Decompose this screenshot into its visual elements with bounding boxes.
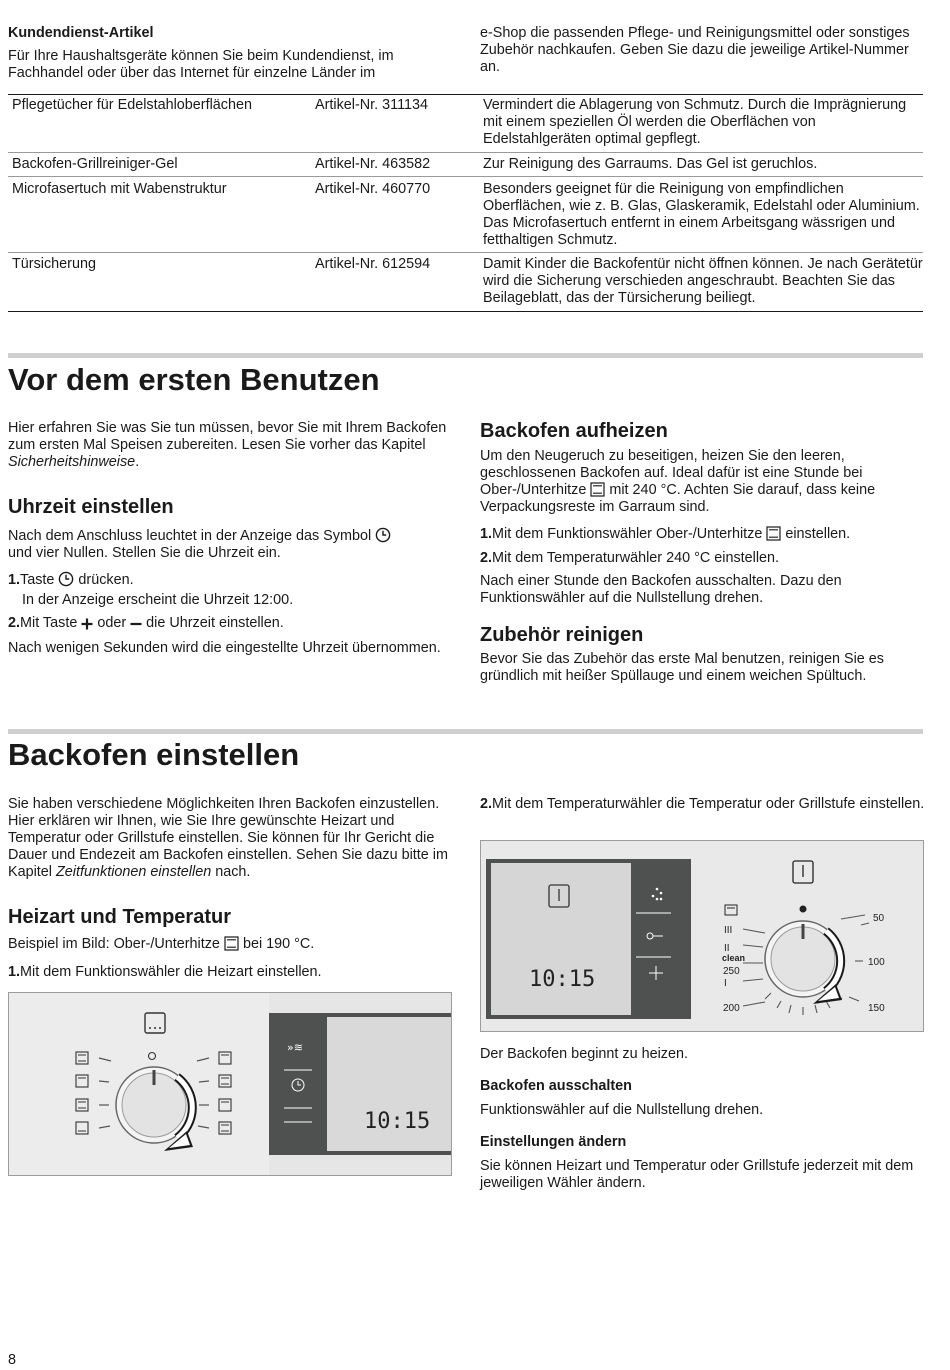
table-row-nr: Artikel-Nr. 311134	[315, 97, 429, 113]
table-row-nr: Artikel-Nr. 463582	[315, 156, 431, 172]
uhrzeit-step-1: 1.Taste drücken.	[8, 572, 134, 588]
table-row-nr: Artikel-Nr. 460770	[315, 181, 431, 197]
ausschalten-title: Backofen ausschalten	[480, 1078, 632, 1094]
vor-dem-ersten-intro: Hier erfahren Sie was Sie tun müssen, bevor Sie mit Ihrem Backofen zum ersten Mal Speisen zubereiten. Lesen Sie vorher das Kapitel Sicherheitshinweise.	[8, 420, 447, 470]
einstellen-intro: Sie haben verschiedene Möglichkeiten Ihren Backofen einzustellen. Hier erklären wir Ihnen, wie Sie Ihre gewünschte Heizart und Temperatur oder Grillstufe einstellen. Sie können für Ihr Gericht die Dauer und Endezeit am Backofen einstellen. Sehen Sie dazu bitte im Kapitel Zeitfunktionen einstellen nach.	[8, 796, 448, 880]
aufheizen-text: Um den Neugeruch zu beseitigen, heizen Sie den leeren, geschlossenen Backofen auf. Ideal dafür ist eine Stunde bei Ober-/Unterhitze mit 240 °C. Achten Sie darauf, dass keine Verpackungsreste im Garraum sind.	[480, 448, 876, 515]
clock-icon	[375, 527, 391, 543]
table-row-desc: Besonders geeignet für die Reinigung von empfindlichen Oberflächen, wie z. B. Glas, Glaskeramik, Edelstahl oder Aluminium. Das Microfasertuch entfernt in einem Arbeitsgang wässrigen und fetthaltigen Schmutz.	[483, 181, 920, 248]
temp-label-150: 150	[868, 1003, 885, 1014]
table-rule-top	[8, 94, 923, 95]
zeitfunktionen-ref: Zeitfunktionen einstellen	[56, 864, 212, 880]
kundendienst-intro-right: e-Shop die passenden Pflege- und Reinigungsmittel oder sonstiges Zubehör nachkaufen. Geben Sie dazu die jeweilige Artikel-Nummer an.	[480, 25, 910, 75]
table-row-name: Microfasertuch mit Wabenstruktur	[12, 181, 227, 197]
table-row-desc: Damit Kinder die Backofentür nicht öffnen können. Je nach Gerätetür wird die Sicherung verschieden angeschraubt. Beachten Sie das Beilageblatt, das der Türsicherung beiliegt.	[483, 256, 923, 306]
uhrzeit-outro: Nach wenigen Sekunden wird die eingestellte Uhrzeit übernommen.	[8, 640, 441, 656]
aendern-text: Sie können Heizart und Temperatur oder Grillstufe jederzeit mit dem jeweiligen Wähler ändern.	[480, 1158, 914, 1191]
table-row-desc: Vermindert die Ablagerung von Schmutz. Durch die Imprägnierung mit einem speziellen Öl werden die Oberflächen von Edelstahlgeräten optimal gepflegt.	[483, 97, 907, 147]
clean-label: clean	[722, 953, 746, 963]
aendern-title: Einstellungen ändern	[480, 1134, 627, 1150]
table-row-name: Backofen-Grillreiniger-Gel	[12, 156, 178, 172]
temperature-selector-illustration	[481, 841, 923, 1031]
table-rule	[8, 176, 923, 177]
aufheizen-step-1: 1.Mit dem Funktionswähler Ober-/Unterhitze einstellen.	[480, 526, 851, 542]
page-number: 8	[8, 1352, 17, 1368]
temp-label-200: 200	[723, 1003, 740, 1014]
function-selector-figure	[8, 992, 452, 1176]
temp-label-100: 100	[868, 957, 885, 968]
aufheizen-title: Backofen aufheizen	[480, 420, 668, 442]
heizart-title: Heizart und Temperatur	[8, 906, 231, 928]
uhrzeit-step-1-result: In der Anzeige erscheint die Uhrzeit 12:00.	[22, 592, 294, 608]
top-bottom-heat-icon	[590, 482, 605, 497]
temperature-selector-figure	[480, 840, 924, 1032]
zubehoer-text: Bevor Sie das Zubehör das erste Mal benutzen, reinigen Sie es gründlich mit heißer Spüllauge und einem weichen Spültuch.	[480, 651, 884, 684]
kundendienst-heading: Kundendienst-Artikel	[8, 25, 154, 41]
backofen-heizt: Der Backofen beginnt zu heizen.	[480, 1046, 688, 1062]
svg-text:»≋: »≋	[287, 1041, 303, 1054]
display-time: 10:15	[364, 1109, 431, 1134]
plus-icon	[81, 618, 93, 630]
ausschalten-text: Funktionswähler auf die Nullstellung drehen.	[480, 1102, 764, 1118]
grill-label-1: I	[724, 978, 727, 989]
grill-label-2: II	[724, 943, 730, 954]
uhrzeit-title: Uhrzeit einstellen	[8, 496, 174, 518]
table-row-name: Türsicherung	[12, 256, 96, 272]
table-row-nr: Artikel-Nr. 612594	[315, 256, 431, 272]
section-bar	[8, 353, 923, 358]
section-title-vor-dem-ersten-benutzen: Vor dem ersten Benutzen	[8, 362, 380, 397]
section-title-backofen-einstellen: Backofen einstellen	[8, 737, 300, 772]
section-bar	[8, 729, 923, 734]
einstellen-step-2: 2.Mit dem Temperaturwähler die Temperatur oder Grillstufe einstellen.	[480, 796, 925, 812]
temp-label-250: 250	[723, 966, 740, 977]
table-rule	[8, 152, 923, 153]
uhrzeit-text: Nach dem Anschluss leuchtet in der Anzeige das Symbol und vier Nullen. Stellen Sie die Uhrzeit ein.	[8, 527, 438, 562]
function-selector-illustration	[9, 993, 451, 1175]
aufheizen-outro: Nach einer Stunde den Backofen ausschalten. Dazu den Funktionswähler auf die Nullstellung drehen.	[480, 573, 842, 606]
top-bottom-heat-icon	[224, 936, 239, 951]
top-bottom-heat-icon	[766, 526, 781, 541]
display-time: 10:15	[529, 967, 596, 992]
table-rule-bottom	[8, 311, 923, 312]
heizart-step-1: 1.Mit dem Funktionswähler die Heizart einstellen.	[8, 964, 322, 980]
kundendienst-intro-left: Für Ihre Haushaltsgeräte können Sie beim Kundendienst, im Fachhandel oder über das Internet für einzelne Länder im	[8, 48, 394, 81]
minus-icon	[130, 618, 142, 630]
table-row-desc: Zur Reinigung des Garraums. Das Gel ist geruchlos.	[483, 156, 818, 172]
table-row-name: Pflegetücher für Edelstahloberflächen	[12, 97, 252, 113]
clock-icon	[58, 571, 74, 587]
table-rule	[8, 252, 923, 253]
grill-label-3: III	[724, 925, 733, 936]
sicherheitshinweise-ref: Sicherheitshinweise	[8, 454, 136, 470]
zubehoer-title: Zubehör reinigen	[480, 624, 644, 646]
aufheizen-step-2: 2.Mit dem Temperaturwähler 240 °C einstellen.	[480, 550, 780, 566]
heizart-example: Beispiel im Bild: Ober-/Unterhitze bei 190 °C.	[8, 936, 315, 952]
uhrzeit-step-2: 2.Mit Taste oder die Uhrzeit einstellen.	[8, 615, 284, 631]
temp-label-50: 50	[873, 913, 885, 924]
